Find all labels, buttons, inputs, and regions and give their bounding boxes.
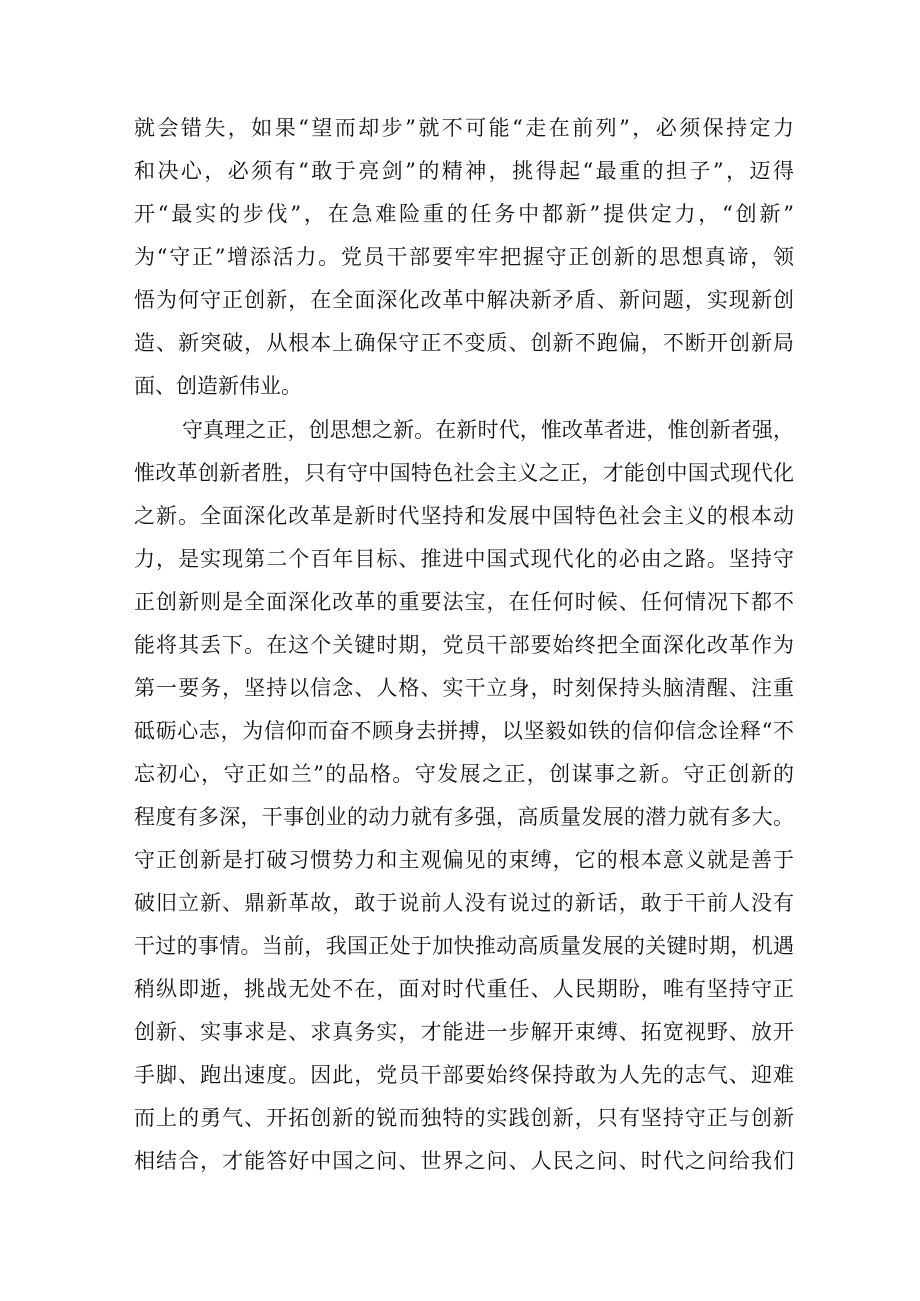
text-line: 悟为何守正创新，在全面深化改革中解决新矛盾、新问题，实现新创 [134, 288, 794, 312]
paragraph-first-line: 守真理之正，创思想之新。在新时代，惟改革者进，惟创新者强， [182, 418, 794, 442]
text-line: 稍纵即逝，挑战无处不在，面对时代重任、人民期盼，唯有坚持守正 [134, 977, 794, 1001]
text-line: 之新。全面深化改革是新时代坚持和发展中国特色社会主义的根本动 [134, 504, 794, 528]
text-line: 第一要务，坚持以信念、人格、实干立身，时刻保持头脑清醒、注重 [134, 676, 794, 700]
text-line: 惟改革创新者胜，只有守中国特色社会主义之正，才能创中国式现代化 [134, 461, 794, 485]
text-line: 程度有多深，干事创业的动力就有多强，高质量发展的潜力就有多大。 [134, 805, 794, 829]
text-line: 就会错失，如果“望而却步”就不可能“走在前列”，必须保持定力 [134, 116, 794, 140]
text-line: 相结合，才能答好中国之问、世界之问、人民之问、时代之问给我们 [134, 1149, 794, 1173]
text-line: 和决心，必须有“敢于亮剑”的精神，挑得起“最重的担子”，迈得 [134, 159, 794, 183]
text-line: 破旧立新、鼎新革故，敢于说前人没有说过的新话，敢于干前人没有 [134, 891, 794, 915]
text-line: 创新、实事求是、求真务实，才能进一步解开束缚、拓宽视野、放开 [134, 1020, 794, 1044]
text-line: 造、新突破，从根本上确保守正不变质、创新不跑偏，不断开创新局 [134, 331, 794, 355]
text-line: 而上的勇气、开拓创新的锐而独特的实践创新，只有坚持守正与创新 [134, 1106, 794, 1130]
text-line: 砥砺心志，为信仰而奋不顾身去拼搏，以坚毅如铁的信仰信念诠释“不 [134, 719, 794, 743]
text-line: 面、创造新伟业。 [134, 374, 302, 398]
text-line: 能将其丢下。在这个关键时期，党员干部要始终把全面深化改革作为 [134, 633, 794, 657]
text-line: 为“守正”增添活力。党员干部要牢牢把握守正创新的思想真谛，领 [134, 245, 794, 269]
text-line: 忘初心，守正如兰”的品格。守发展之正，创谋事之新。守正创新的 [134, 762, 794, 786]
text-line: 守正创新是打破习惯势力和主观偏见的束缚，它的根本意义就是善于 [134, 848, 794, 872]
text-line: 力，是实现第二个百年目标、推进中国式现代化的必由之路。坚持守 [134, 547, 794, 571]
text-line: 正创新则是全面深化改革的重要法宝，在任何时候、任何情况下都不 [134, 590, 794, 614]
text-line: 干过的事情。当前，我国正处于加快推动高质量发展的关键时期，机遇 [134, 934, 794, 958]
text-line: 开“最实的步伐”，在急难险重的任务中都新”提供定力，“创新” [134, 202, 794, 226]
text-line: 手脚、跑出速度。因此，党员干部要始终保持敢为人先的志气、迎难 [134, 1063, 794, 1087]
